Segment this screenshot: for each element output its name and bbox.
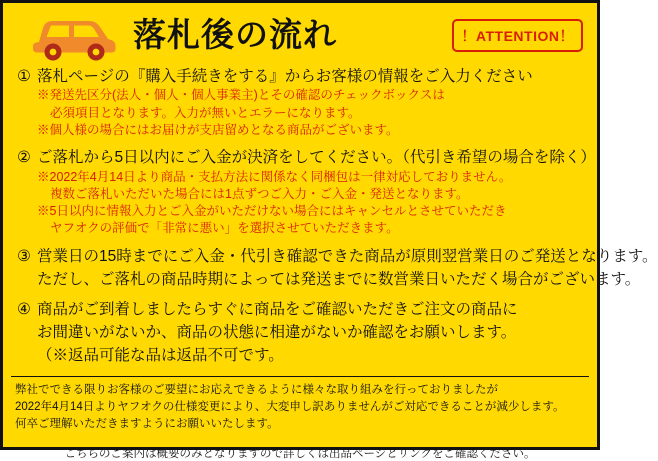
note-line: （※返品可能な品は返品不可です。 bbox=[37, 347, 284, 365]
note-line: ヤフオクの評価で「非常に悪い」を選択させていただきます。 bbox=[50, 221, 399, 236]
step-heading-text: ご落札から5日以内にご入金が決済をしてください。（代引き希望の場合を除く） bbox=[37, 149, 596, 167]
note-line: 必須項目となります。入力が無いとエラーになります。 bbox=[50, 105, 361, 120]
page-title: 落札後の流れ bbox=[133, 15, 337, 53]
step-heading-text: 落札ページの『購入手続きをする』からお客様の情報をご入力ください bbox=[37, 68, 533, 85]
header bbox=[3, 3, 597, 65]
step-subheading bbox=[17, 270, 641, 290]
step-number: ④ bbox=[17, 300, 31, 318]
note-line: お間違いがないか、商品の状態に相違がないか確認をお願いします。 bbox=[37, 324, 517, 342]
step-heading-text: 営業日の15時までにご入金・代引き確認できた商品が原則翌営業日のご発送となります。 bbox=[37, 247, 658, 265]
footer-note: こちらのご案内は概要のみとなりますので詳しくは出品ページとリンクをご確認ください。 bbox=[64, 447, 536, 460]
note-line: ※2022年4月14日より商品・支払方法に関係なく同梱包は一律対応しておりません。 bbox=[37, 169, 512, 184]
step-number: ② bbox=[17, 149, 31, 167]
list-item bbox=[17, 67, 583, 139]
list-item bbox=[17, 148, 596, 237]
attention-badge: ！ATTENTION！ bbox=[452, 19, 583, 52]
note-line: ※5日以内に情報入力とご入金がいただけない場合にはキャンセルとさせていただき bbox=[37, 204, 507, 219]
car-icon bbox=[31, 12, 117, 60]
step-heading bbox=[17, 300, 583, 320]
step-subheading bbox=[17, 323, 583, 343]
step-number: ① bbox=[17, 68, 31, 85]
footer-line: 2022年4月14日よりヤフオクの仕様変更により、大変申し訳ありませんがご対応できることが減少します。 bbox=[15, 400, 565, 413]
step-heading bbox=[17, 148, 596, 168]
footer-line: 何卒ご理解いただきますようにお願いいたします。 bbox=[15, 417, 279, 430]
note-line: ※発送先区分(法人・個人・個人事業主)とその確認のチェックボックスは bbox=[37, 88, 445, 103]
step-subheading bbox=[17, 346, 583, 366]
step-notes bbox=[37, 87, 583, 139]
note-line: ※個人様の場合にはお届けが支店留めとなる商品がございます。 bbox=[37, 122, 399, 137]
footer-text bbox=[3, 382, 597, 433]
step-heading bbox=[17, 67, 583, 87]
note-line: 複数ご落札いただいた場合には1点ずつご入力・ご入金・発送となります。 bbox=[50, 186, 469, 201]
steps-list bbox=[3, 65, 658, 367]
divider bbox=[11, 376, 589, 377]
footer-line: 弊社でできる限りお客様のご要望にお応えできるように様々な取り組みを行っておりましたが bbox=[15, 383, 498, 396]
step-heading bbox=[17, 247, 658, 267]
list-item bbox=[17, 300, 583, 367]
list-item bbox=[17, 247, 658, 291]
step-heading-text: 商品がご到着しましたらすぐに商品をご確認いただきご注文の商品に bbox=[37, 300, 518, 318]
step-number: ③ bbox=[17, 247, 31, 265]
note-line: ただし、ご落札の商品時期によっては発送までに数営業日いただく場合がございます。 bbox=[37, 271, 641, 289]
step-notes bbox=[37, 169, 583, 238]
